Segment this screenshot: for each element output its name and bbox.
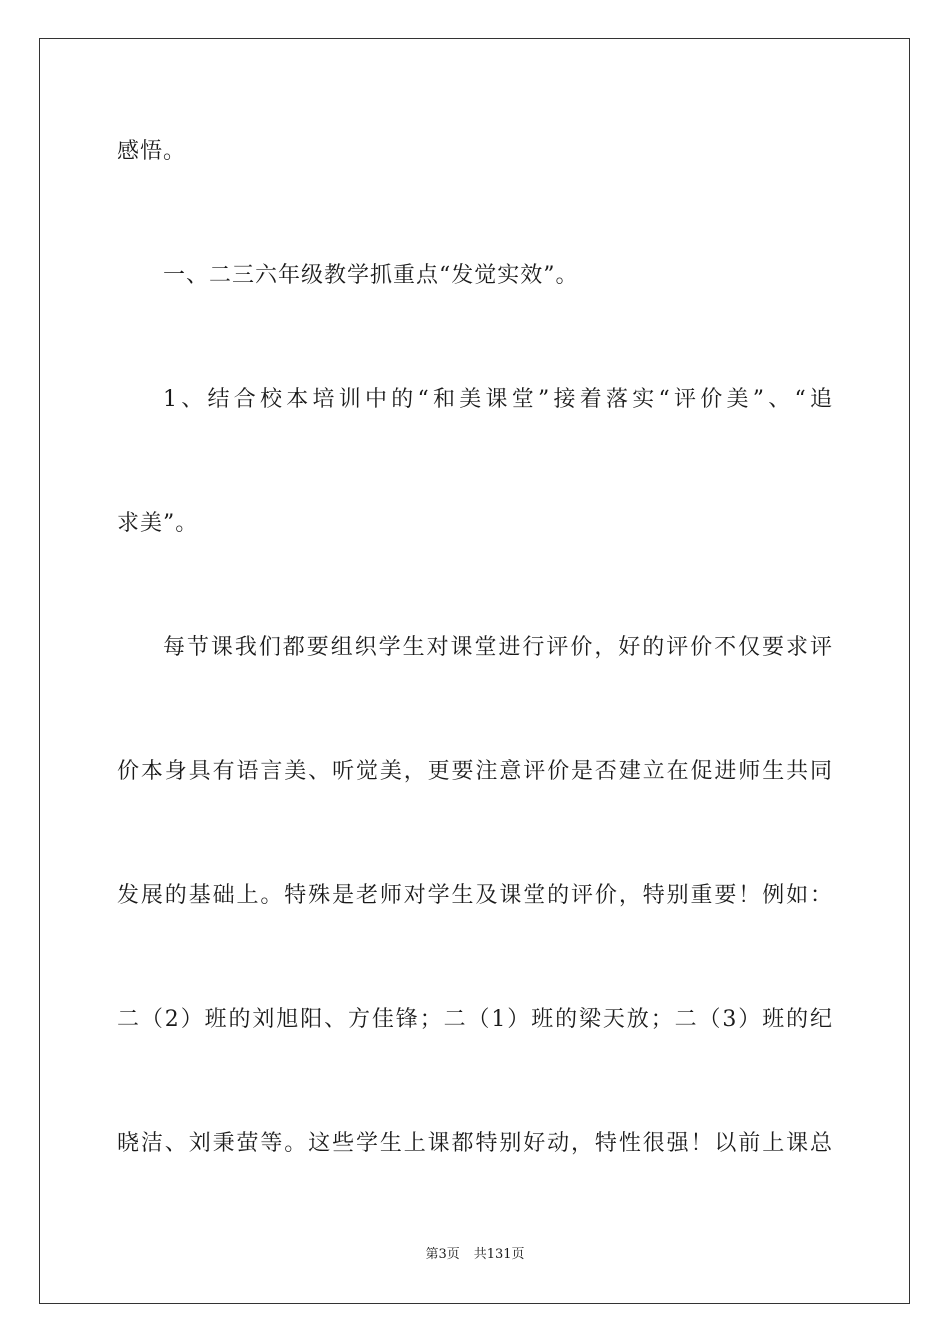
text-line-8: 二（2）班的刘旭阳、方佳锋；二（1）班的梁天放；二（3）班的纪 (117, 1007, 833, 1032)
text-line-6: 价本身具有语言美、听觉美，更要注意评价是否建立在促进师生共同 (117, 759, 833, 784)
text-line-3: 1、结合校本培训中的“和美课堂”接着落实“评价美”、“追 (163, 387, 833, 412)
page-border (39, 38, 910, 1304)
text-line-4: 求美”。 (117, 511, 199, 536)
text-line-7: 发展的基础上。特殊是老师对学生及课堂的评价，特别重要！例如： (117, 883, 833, 908)
text-line-1: 感悟。 (117, 139, 187, 164)
section-heading: 一、二三六年级教学抓重点“发觉实效”。 (163, 263, 579, 288)
text-line-9: 晓洁、刘秉萤等。这些学生上课都特别好动，特性很强！以前上课总 (117, 1131, 833, 1156)
total-pages: 共131页 (473, 1247, 525, 1262)
text-line-5: 每节课我们都要组织学生对课堂进行评价，好的评价不仅要求评 (163, 635, 833, 660)
page-footer (0, 1246, 950, 1264)
page-number: 第3页 (425, 1247, 460, 1262)
